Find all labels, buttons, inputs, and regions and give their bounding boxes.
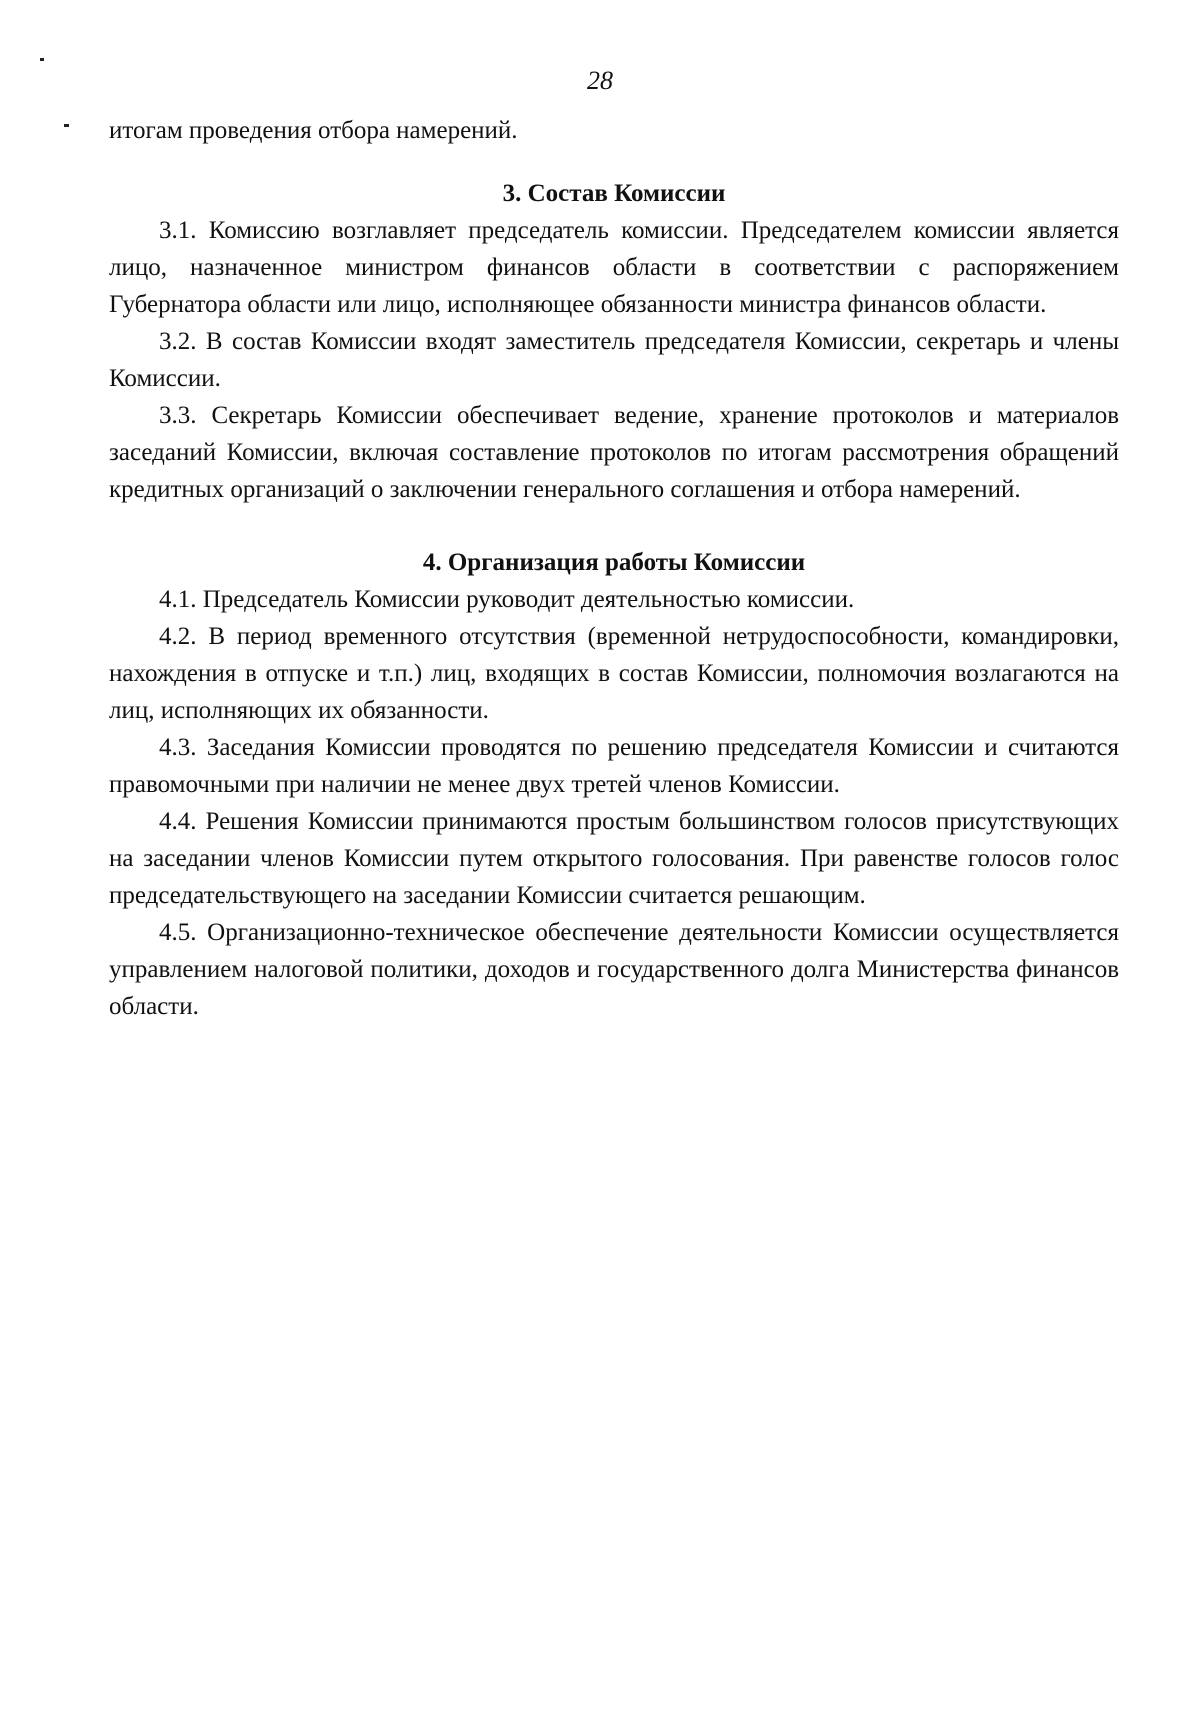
- paragraph-4-3: 4.3. Заседания Комиссии проводятся по решению председателя Комиссии и считаются правомочными при наличии не менее двух третей членов Комиссии.: [109, 734, 1119, 798]
- paragraph-3-3: 3.3. Секретарь Комиссии обеспечивает ведение, хранение протоколов и материалов заседаний Комиссии, включая составление протоколов по итогам рассмотрения обращений кредитных организаций о заключении генерального соглашения и отбора намерений.: [109, 402, 1119, 503]
- paragraph-4-4: 4.4. Решения Комиссии принимаются простым большинством голосов присутствующих на заседании членов Комиссии путем открытого голосования. При равенстве голосов голос председательствующего на заседании Комиссии считается решающим.: [109, 808, 1119, 909]
- paragraph-4-1: 4.1. Председатель Комиссии руководит деятельностью комиссии.: [159, 586, 855, 613]
- carryover-paragraph: итогам проведения отбора намерений.: [109, 117, 518, 144]
- scan-artifact: [40, 58, 44, 61]
- section-heading-4: 4. Организация работы Комиссии: [422, 549, 806, 576]
- paragraph-4-5: 4.5. Организационно-техническое обеспечение деятельности Комиссии осуществляется управлением налоговой политики, доходов и государственного долга Министерства финансов области.: [109, 919, 1119, 1020]
- scan-artifact: [64, 124, 69, 127]
- paragraph-3-2: 3.2. В состав Комиссии входят заместитель председателя Комиссии, секретарь и члены Комиссии.: [109, 328, 1119, 392]
- page-number: 28: [587, 66, 613, 95]
- document-body: [109, 112, 1119, 1025]
- section-heading-3: 3. Состав Комиссии: [502, 180, 726, 207]
- paragraph-3-1: 3.1. Комиссию возглавляет председатель комиссии. Председателем комиссии является лицо, назначенное министром финансов области в соответствии с распоряжением Губернатора области или лицо, исполняющее обязанности министра финансов области.: [109, 217, 1119, 318]
- paragraph-4-2: 4.2. В период временного отсутствия (временной нетрудоспособности, командировки, нахождения в отпуске и т.п.) лиц, входящих в состав Комиссии, полномочия возлагаются на лиц, исполняющих их обязанности.: [109, 623, 1119, 724]
